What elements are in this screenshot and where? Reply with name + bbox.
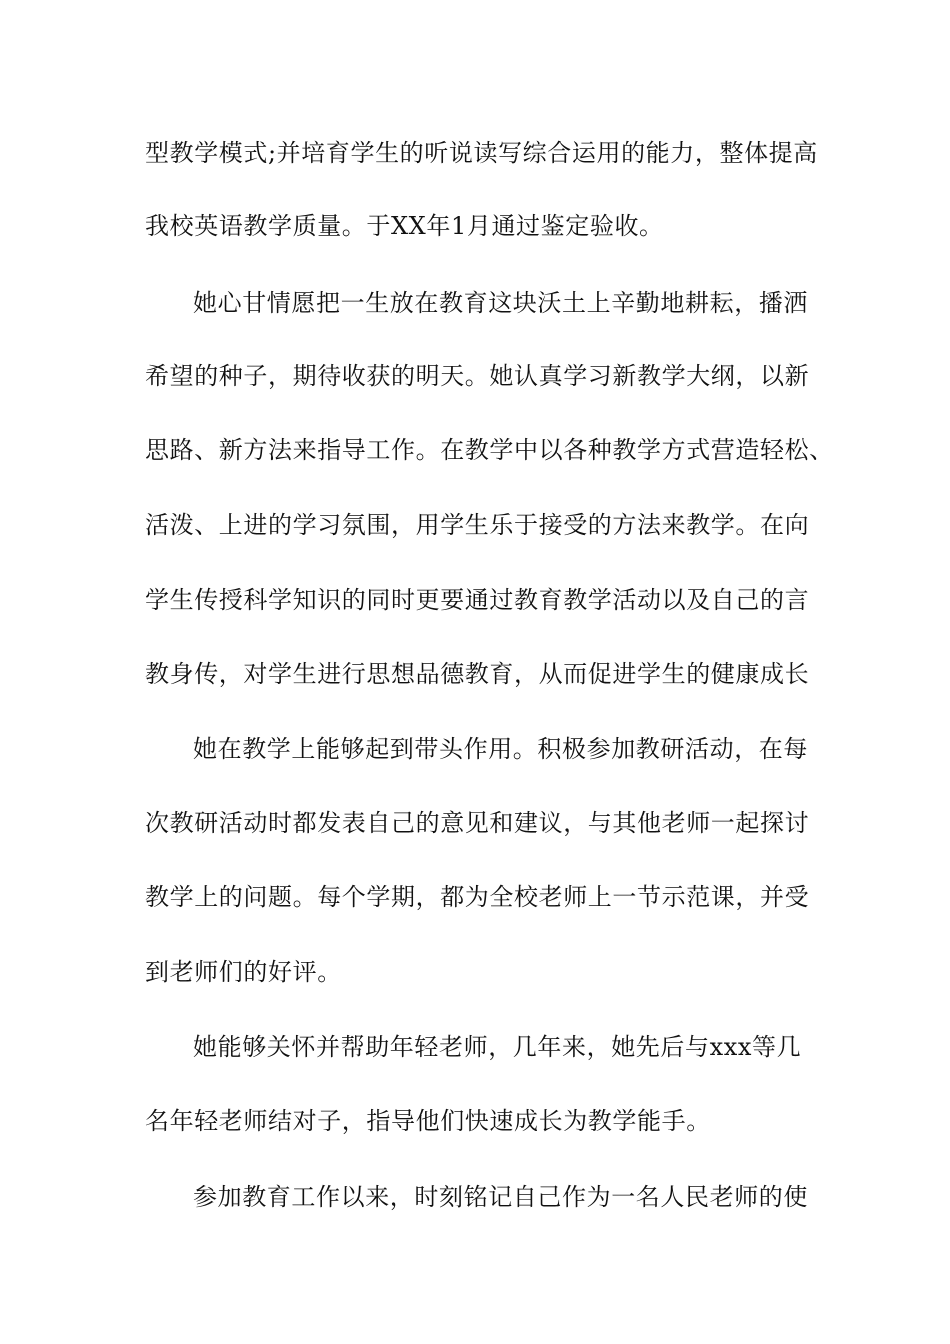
paragraph-start-line: 参加教育工作以来，时刻铭记自己作为一名人民老师的使 [193, 1183, 808, 1211]
text-line: 到老师们的好评。 [145, 958, 342, 986]
text-line: 教身传，对学生进行思想品德教育，从而促进学生的健康成长 [145, 660, 810, 688]
text-line: 思路、新方法来指导工作。在教学中以各种教学方式营造轻松、 [145, 436, 834, 464]
text-line: 学生传授科学知识的同时更要通过教育教学活动以及自己的言 [145, 586, 810, 614]
paragraph-start-line: 她在教学上能够起到带头作用。积极参加教研活动，在每 [193, 735, 808, 763]
text-line: 活泼、上进的学习氛围，用学生乐于接受的方法来教学。在向 [145, 511, 810, 539]
paragraph-start-line: 她能够关怀并帮助年轻老师，几年来，她先后与xxx等几 [193, 1033, 802, 1061]
text-line: 教学上的问题。每个学期，都为全校老师上一节示范课，并受 [145, 883, 810, 911]
text-line: 名年轻老师结对子，指导他们快速成长为教学能手。 [145, 1107, 711, 1135]
text-line: 我校英语教学质量。于XX年1月通过鉴定验收。 [145, 212, 664, 240]
text-line: 型教学模式;并培育学生的听说读写综合运用的能力，整体提高 [145, 139, 818, 167]
text-line: 次教研活动时都发表自己的意见和建议，与其他老师一起探讨 [145, 809, 810, 837]
text-line: 希望的种子，期待收获的明天。她认真学习新教学大纲，以新 [145, 362, 810, 390]
paragraph-start-line: 她心甘情愿把一生放在教育这块沃土上辛勤地耕耘，播洒 [193, 289, 808, 317]
